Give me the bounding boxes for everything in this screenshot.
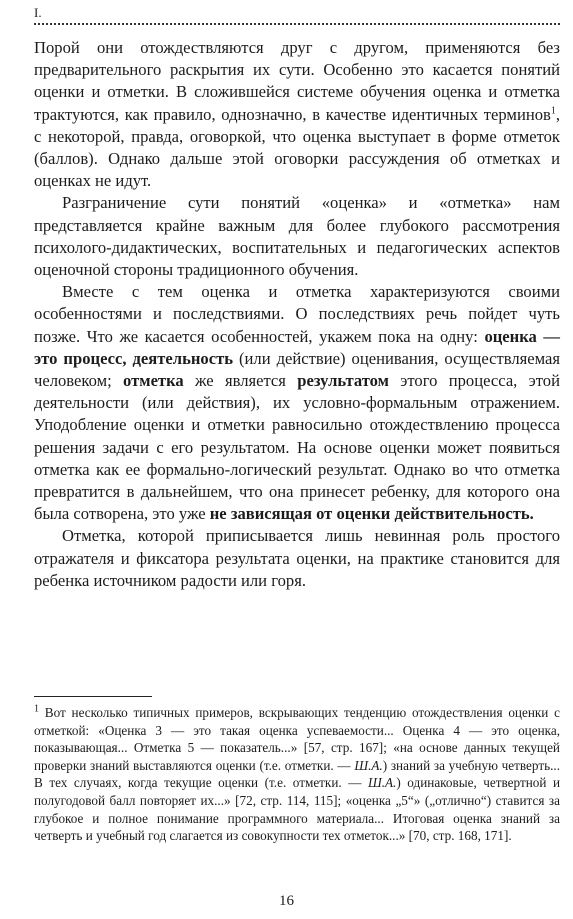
bold-emphasis: не зависящая от оценки действительность. bbox=[209, 504, 534, 524]
footnote-marker: 1 bbox=[550, 105, 556, 117]
section-number: I. bbox=[34, 5, 42, 20]
italic-text: Ш.А. bbox=[354, 757, 383, 773]
text-segment: Вместе с тем оценка и отметка характеризуются своими особенностями и последствиями. О последствиях речь пойдет чуть позже. Что же касается особенностей, укажем пока на одну: bbox=[34, 282, 560, 346]
footnote-marker: 1 bbox=[34, 703, 39, 715]
text-segment: Вот несколько типичных примеров, вскрывающих тенденцию отождествления оценки с отметкой: «Оценка 3 — это такая оценка успеваемости... Оценка 4 — это оценка, показывающая... Отметка 5 — показатель...» [57, стр. 167]; «на основе данных текущей проверки знаний выставляются оценки (т.е. отметки. — bbox=[34, 705, 560, 773]
text-segment: этого процесса, этой деятельности (или действия), их условно-формальным отражением. Уподобление оценки и отметки равносильно отождествлению процесса решения задачи с его результатом. На основе оценки может появиться отметка как ее формально-логический результат. Однако во что отметка превратится в дальнейшем, что она принесет ребенку, для которого она была сотворена, это уже bbox=[34, 371, 560, 524]
footnote bbox=[34, 704, 560, 845]
text-segment: (или действие) оценивания, осуществляемая человеком; bbox=[34, 348, 560, 391]
text-segment: ) одинаковые, четвертной и полугодовой балл повторяет их...» [72, стр. 114, 115]; «оценка „5“» („отлично“) ставится за глубокое и полное понимание программного материала... Итоговая оценка знаний за четверть и учебный год слагается из совокупности тех отметок...» [70, стр. 168, 171]. bbox=[34, 775, 560, 844]
main-text bbox=[34, 37, 560, 592]
paragraph bbox=[34, 192, 560, 281]
text-segment: Порой они отождествляются друг с другом, применяются без предварительного раскрытия их сути. Особенно это касается понятий оценки и отметки. В сложившейся системе обучения оценка и отметка трактуются, как правило, однозначно, в качестве идентичных терминов bbox=[34, 38, 560, 124]
paragraph bbox=[34, 37, 560, 192]
footnote-text bbox=[34, 704, 560, 845]
paragraph bbox=[34, 525, 560, 592]
text-segment: же является bbox=[183, 371, 298, 391]
footnote-separator bbox=[34, 696, 152, 697]
text-segment: Отметка, которой приписывается лишь невинная роль простого отражателя и фиксатора результата оценки, на практике становится для ребенка источником радости или горя. bbox=[34, 526, 560, 590]
italic-text: Ш.А. bbox=[367, 775, 397, 791]
text-segment: , с некоторой, правда, оговоркой, что оценка выступает в форме отметок (баллов). Однако дальше этой оговорки рассуждения об отметках и оценках не идут. bbox=[34, 104, 560, 191]
paragraph bbox=[34, 281, 560, 525]
header-dotted-rule bbox=[34, 23, 560, 25]
bold-emphasis: отметка bbox=[123, 371, 184, 391]
text-segment: Разграничение сути понятий «оценка» и «отметка» нам представляется крайне важным для более глубокого рассмотрения психолого-дидактических, воспитательных и педагогических аспектов оценочной стороны традиционного обучения. bbox=[34, 193, 560, 280]
running-header bbox=[34, 4, 560, 22]
page-number: 16 bbox=[279, 893, 294, 909]
bold-emphasis: оценка — это процесс, деятельность bbox=[34, 326, 560, 368]
text-segment: ) знаний за учебную четверть... В тех случаях, когда текущие оценки (т.е. отметки. — bbox=[34, 757, 560, 791]
bold-emphasis: результатом bbox=[297, 371, 389, 391]
